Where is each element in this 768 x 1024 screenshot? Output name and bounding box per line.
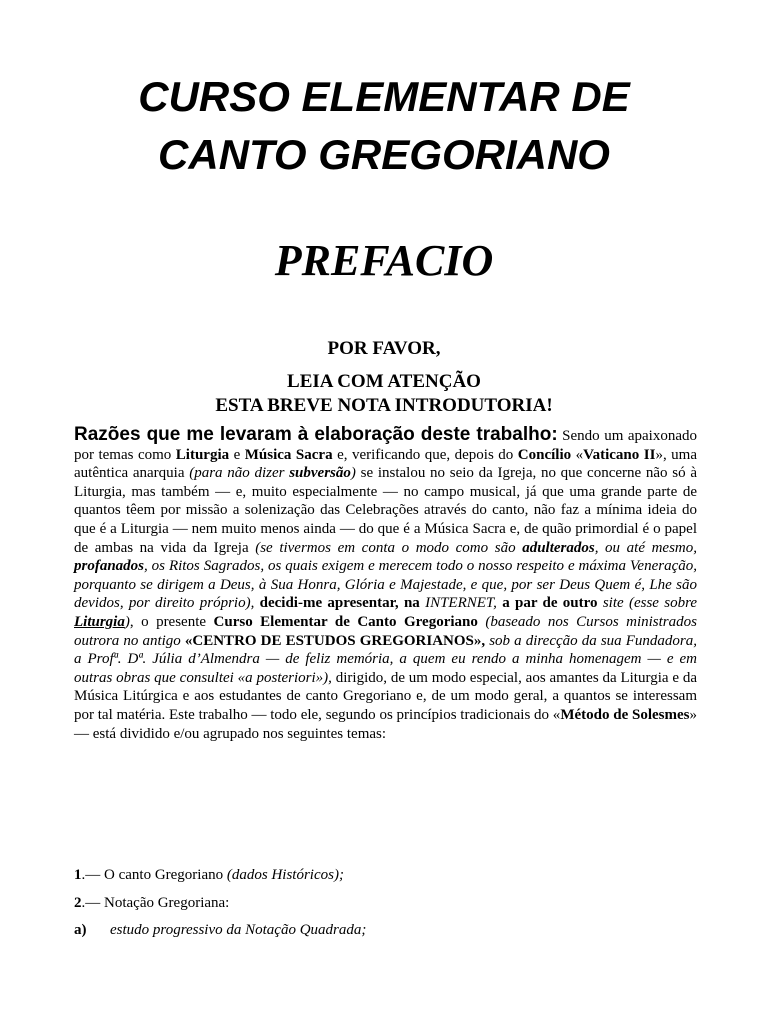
section-heading: PREFACIO: [274, 236, 494, 285]
list-item-number: 1: [74, 867, 82, 883]
text-run-italic: ): [124, 613, 130, 630]
list-item-number: 2: [74, 895, 82, 911]
plea-line-2: LEIA COM ATENÇÃO: [287, 371, 481, 392]
text-run-bold: «CENTRO DE ESTUDOS GREGORIANOS»,: [184, 632, 486, 649]
title-line-2: CANTO GREGORIANO: [158, 131, 610, 178]
text-run: , o presente: [129, 613, 214, 630]
text-run-bold: Curso Elementar de Canto Gregoriano: [213, 613, 478, 630]
text-run-bold: Método de Solesmes: [560, 706, 690, 723]
text-run: e: [229, 446, 245, 463]
text-run-bold: a par de outro: [496, 595, 603, 612]
list-item-note: (dados Históricos);: [226, 867, 344, 883]
text-run-italic: INTERNET,: [425, 595, 497, 612]
plea-line-3: ESTA BREVE NOTA INTRODUTORIA!: [215, 395, 553, 416]
text-run-italic: ): [350, 465, 356, 482]
sub-list-item: [74, 921, 697, 939]
document-title: [0, 68, 768, 184]
title-line-1: CURSO ELEMENTAR DE: [138, 73, 630, 120]
text-run-italic: , ou até mesmo,: [594, 539, 698, 556]
text-run: se instalou no seio da Igreja, no que concerne não só à Liturgia, mas também — e, muito especialmente — no campo musical, já que uma grande parte de quantos têem por missão a solenização das Celebrações através do canto, não faz a mínima ideia do que é a Liturgia — nem muito menos ainda — do que é a Música Sacra e, de quão primordial é o papel de ambas na vida da Igreja: [74, 465, 697, 556]
plea-line-1: POR FAVOR,: [327, 338, 441, 359]
text-run: », uma autêntica anarquia: [74, 446, 698, 482]
body-paragraph: [74, 426, 697, 743]
list-item-text: .— O canto Gregoriano: [81, 867, 227, 883]
text-run-bold-italic: subversão: [289, 465, 351, 482]
text-run-italic: (baseado nos Cursos ministrados outrora no antigo: [74, 613, 697, 649]
text-run: e, verificando que, depois do: [332, 446, 518, 463]
text-run: Sendo um apaixonado por temas como: [74, 428, 698, 463]
text-run-italic: sob a direcção da sua Fundadora, a Profª. Dª. Júlia d’Almendra — de feliz memória, a quem eu rendo a minha homenagem — e em outras obras que consultei «a posteriori»),: [74, 632, 697, 686]
text-run-bold: Concílio: [517, 446, 572, 463]
text-run-bold: Vaticano II: [583, 446, 656, 463]
text-run-bold: decidi-me apresentar, na: [254, 595, 426, 612]
text-run-bold: Liturgia: [175, 446, 230, 463]
text-run-bold-italic: profanados: [74, 558, 145, 575]
sub-list-item-text: estudo progressivo da Notação Quadrada;: [110, 922, 367, 938]
text-run-italic: site (esse sobre: [602, 595, 698, 612]
text-run-bold-italic: adulterados: [522, 539, 595, 556]
paragraph-lead: Razões que me levaram à elaboração deste trabalho:: [74, 424, 558, 445]
text-run-italic: (se tivermos em conta o modo como são: [255, 539, 523, 556]
text-run: dirigido, de um modo especial, aos amantes da Liturgia e da Música Litúrgica e aos estudantes de canto Gregoriano e, de um modo geral, a quantos se interessam por tal matéria. Este trabalho — todo ele, segundo os princípios tradicionais do «: [74, 669, 697, 723]
list-item: [74, 866, 697, 884]
introductory-plea: [0, 338, 768, 418]
text-run: «: [571, 446, 584, 463]
text-run-italic: (para não dizer: [189, 465, 290, 482]
sub-list-item-label: a): [74, 922, 87, 938]
text-run-bold: Música Sacra: [244, 446, 333, 463]
text-run: » — está dividido e/ou agrupado nos seguintes temas:: [74, 706, 697, 742]
text-run-underlined: Liturgia: [74, 613, 125, 630]
list-item: [74, 894, 697, 912]
list-item-text: .— Notação Gregoriana:: [81, 895, 230, 911]
text-run-italic: , os Ritos Sagrados, os quais exigem e merecem todo o nosso respeito e máxima Veneração, porquanto se dirigem a Deus, à Sua Honra, Glória e Majestade, e que, por ser Deus Quem é, Lhe são devidos, por direito próprio),: [74, 558, 697, 612]
